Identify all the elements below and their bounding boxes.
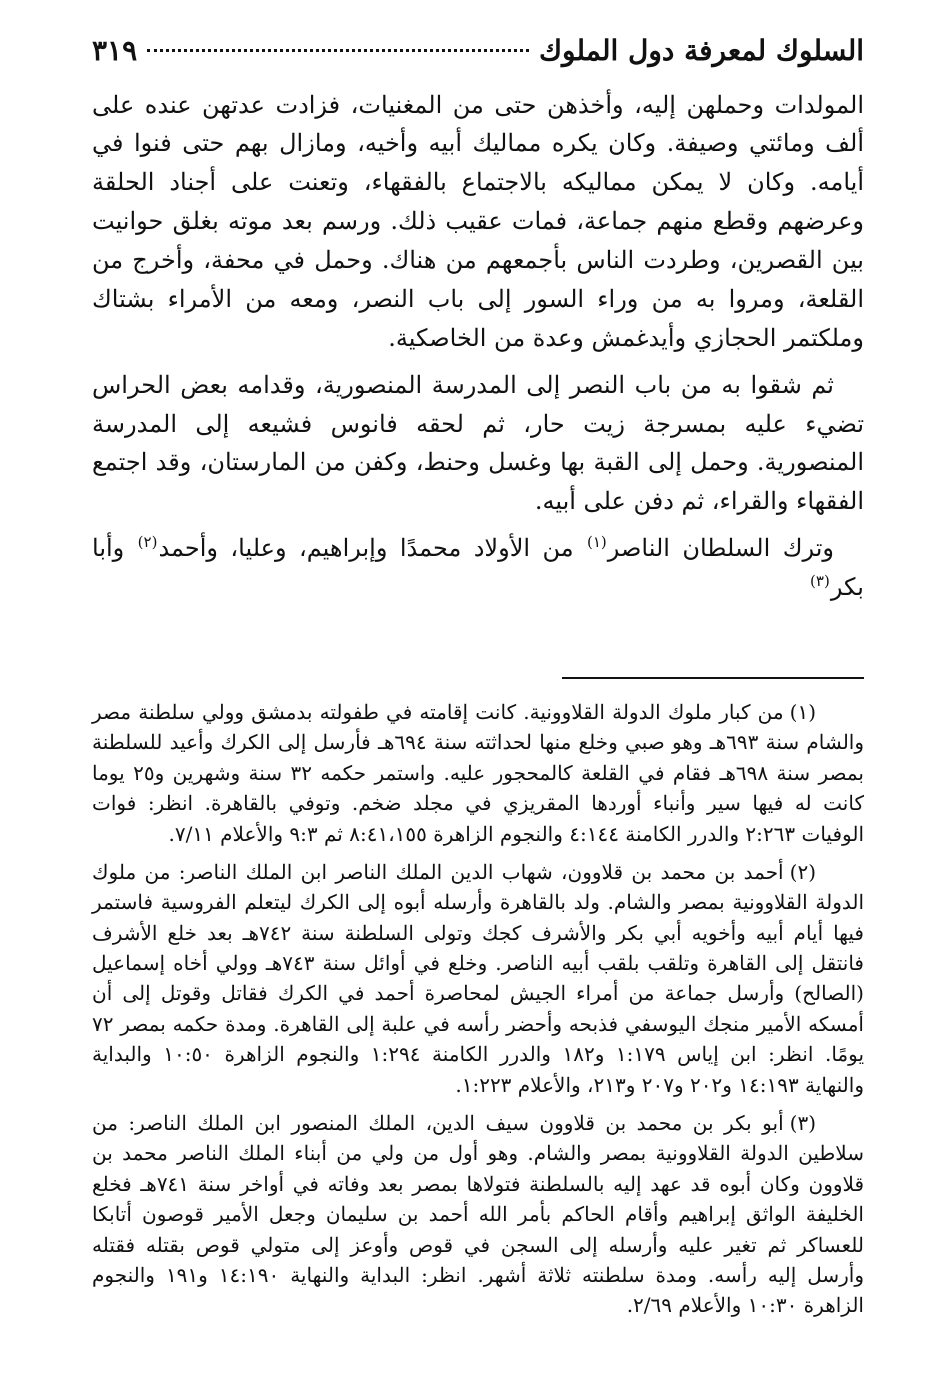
footnote-marker-2: (٢) — [789, 859, 816, 884]
footnote-reference-2: (٢) — [137, 533, 158, 552]
page-number: ٣١٩ — [92, 34, 138, 67]
footnote-text-1: من كبار ملوك الدولة القلاوونية. كانت إقامته في طفولته بدمشق وولي سلطنة مصر والشام سنة ٦٩٣هـ وهو صبي وخلع منها لحداثته سنة ٦٩٤هـ فأرسل إلى الكرك وأعيد للسلطنة بمصر سنة ٦٩٨هـ فقام في القلعة كالمحجور عليه. واستمر حكمه ٣٢ سنة وشهرين و٢٥ يوما كانت له فيها سير وأنباء أوردها المقريزي في مجلد ضخم. وتوفي بالقاهرة. انظر: فوات الوفيات ٢:٢٦٣ والدرر الكامنة ٤:١٤٤ والنجوم الزاهرة ٨:٤١،١٥٥ ثم ٩:٣ والأعلام ٧/١١. — [92, 699, 865, 846]
main-paragraph-2: ثم شقوا به من باب النصر إلى المدرسة المنصورية، وقدامه بعض الحراس تضيء عليه بمسرجة زيت حار، ثم لحقه فانوس فشيعه إلى المدرسة المنصورية. وحمل إلى القبة بها وغسل وحنط، وكفن من المارستان، وقد اجتمع الفقهاء والقراء، ثم دفن على أبيه. — [92, 370, 864, 516]
footnote-1 — [92, 697, 864, 849]
footnote-text-2: أحمد بن محمد بن قلاوون، شهاب الدين الملك الناصر ابن الملك الناصر: من ملوك الدولة القلاوونية بمصر والشام. ولد بالقاهرة وأرسله أبوه إلى الكرك ليتعلم الفروسية فاستمر فيها أيام أبيه وأخويه أبي بكر والأشرف كجك وتولى السلطنة سنة ٧٤٢هـ بعد خلع الأشرف فانتقل إلى القاهرة وتلقب بلقب أبيه الناصر. وخلع في أوائل سنة ٧٤٣هـ وولي أخاه إسماعيل (الصالح) وأرسل جماعة من أمراء الجيش لمحاصرة أحمد في الكرك فقاتل وقوتل إلى أن أمسكه الأمير منجك اليوسفي فذبحه وأحضر رأسه في علبة إلى القاهرة. ومدة حكمه بمصر ٧٢ يومًا. انظر: ابن إياس ١:١٧٩ و١٨٢ والدرر الكامنة ١:٢٩٤ والنجوم الزاهرة ١٠:٥٠ والبداية والنهاية ١٤:١٩٣ و٢٠٢ و٢٠٧ و٢١٣، والأعلام ١:٢٢٣. — [92, 859, 865, 1097]
main-paragraph-1: المولدات وحملهن إليه، وأخذهن حتى من المغنيات، فزادت عدتهن عنده على ألف ومائتي وصيفة. وكان يكره مماليك أبيه وأخيه، ومازال بهم حتى فنوا في أيامه. وكان لا يمكن مماليكه بالاجتماع بالفقهاء، وتعنت على أجناد الحلقة وعرضهم وقطع منهم جماعة، فمات عقيب ذلك. ورسم بعد موته بغلق حوانيت بين القصرين، وطردت الناس بأجمعهم من هناك. وحمل في محفة، وأخرج من القلعة، ومروا به من وراء السور إلى باب النصر، ومعه من الأمراء بشتاك وملكتمر الحجازي وأيدغمش وعدة من الخاصكية. — [92, 90, 864, 352]
main-paragraph-3-part-3: وأبا بكر — [92, 534, 864, 602]
main-paragraph-3 — [92, 529, 864, 607]
footnotes — [92, 697, 864, 1321]
running-header — [92, 34, 864, 68]
main-paragraph-3-part-1: وترك السلطان الناصر — [607, 534, 834, 563]
footnote-3 — [92, 1108, 864, 1321]
footnote-marker-1: (١) — [789, 699, 816, 724]
footnote-separator — [562, 677, 864, 679]
book-page — [92, 34, 864, 1354]
footnote-reference-3: (٣) — [810, 572, 830, 591]
footnote-reference-1: (١) — [586, 533, 607, 552]
book-title: السلوك لمعرفة دول الملوك — [538, 34, 864, 67]
main-text — [92, 86, 864, 607]
footnote-text-3: أبو بكر بن محمد بن قلاوون سيف الدين، الملك المنصور ابن الملك الناصر: من سلاطين الدولة القلاوونية بمصر والشام. وهو أول من ولي من أبناء الملك الناصر محمد بن قلاوون وكان أبوه قد عهد إليه بالسلطنة فتولاها بمصر بعد وفاته في أواخر سنة ٧٤١هـ فخلع الخليفة الواثق إبراهيم وأقام الحاكم بأمر الله أحمد بن سليمان وجعل الأمير قوصون أتابكا للعساكر ثم تغير عليه وأرسله إلى السجن في قوص وأوعز إلى متولي قوص بقتله فقتله وأرسل إليه رأسه. ومدة سلطنته ثلاثة أشهر. انظر: البداية والنهاية ١٤:١٩٠ و١٩١ والنجوم الزاهرة ١٠:٣٠ والأعلام ٢/٦٩. — [92, 1111, 865, 1318]
leader-dots — [147, 49, 529, 52]
footnote-marker-3: (٣) — [789, 1111, 816, 1136]
main-paragraph-3-part-2: من الأولاد محمدًا وإبراهيم، وعليا، وأحمد — [158, 534, 586, 563]
footnote-2 — [92, 857, 864, 1100]
